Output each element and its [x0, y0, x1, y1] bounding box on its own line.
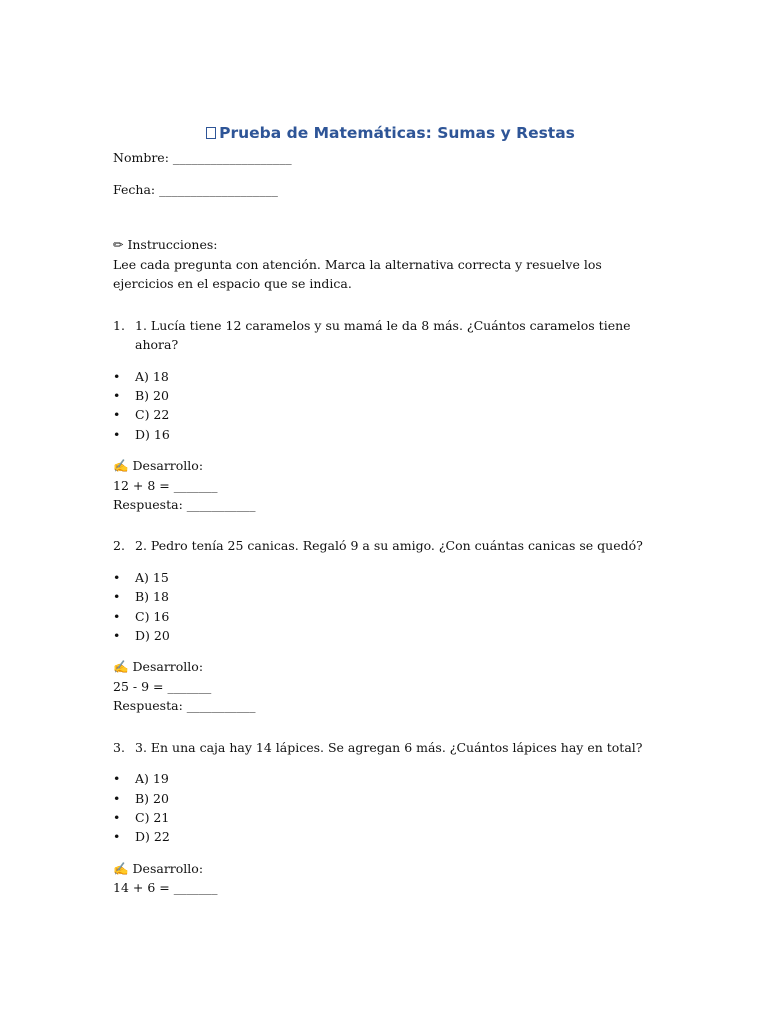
question-text: 3. En una caja hay 14 lápices. Se agregan 6 más. ¿Cuántos lápices hay en total? — [135, 739, 643, 755]
development-section — [113, 456, 658, 514]
option-label: C) 21 — [135, 810, 170, 825]
question-block-1 — [113, 316, 658, 515]
answer-line[interactable]: Respuesta: ___________ — [113, 698, 256, 714]
development-expression[interactable]: 12 + 8 = _______ — [113, 477, 218, 493]
question-block-3 — [113, 738, 658, 898]
document-title — [113, 124, 658, 142]
bullet-icon: • — [113, 771, 121, 787]
bullet-icon: • — [113, 387, 121, 403]
option-label: D) 20 — [135, 628, 170, 644]
bullet-icon: • — [113, 829, 121, 845]
option-item[interactable] — [113, 587, 658, 606]
options-list — [113, 367, 658, 445]
document-page — [113, 124, 658, 898]
missing-glyph-icon — [206, 127, 216, 139]
development-label: ✍ Desarrollo: — [113, 458, 204, 474]
option-item[interactable] — [113, 607, 658, 626]
development-section — [113, 859, 658, 898]
option-item[interactable] — [113, 769, 658, 788]
question-block-2 — [113, 536, 658, 715]
development-section — [113, 657, 658, 715]
bullet-icon: • — [113, 407, 121, 423]
question-text: 2. Pedro tenía 25 canicas. Regaló 9 a su amigo. ¿Con cuántas canicas se quedó? — [135, 538, 643, 554]
title-text: Prueba de Matemáticas: Sumas y Restas — [219, 124, 575, 142]
development-label: ✍ Desarrollo: — [113, 659, 204, 675]
bullet-icon: • — [113, 608, 121, 624]
instructions-heading: ✏ Instrucciones: — [113, 237, 218, 252]
option-item[interactable] — [113, 425, 658, 444]
question-number: 2. — [113, 538, 125, 554]
bullet-icon: • — [113, 628, 121, 644]
option-label: C) 22 — [135, 407, 170, 423]
bullet-icon: • — [113, 589, 121, 605]
bullet-icon: • — [113, 790, 121, 806]
option-label: B) 18 — [135, 589, 169, 605]
option-label: A) 18 — [135, 368, 169, 384]
development-label: ✍ Desarrollo: — [113, 860, 204, 876]
bullet-icon: • — [113, 569, 121, 585]
question-2 — [113, 536, 658, 556]
bullet-icon: • — [113, 368, 121, 384]
options-list — [113, 769, 658, 847]
answer-line[interactable]: Respuesta: ___________ — [113, 496, 256, 512]
option-item[interactable] — [113, 367, 658, 386]
option-label: C) 16 — [135, 608, 170, 624]
option-item[interactable] — [113, 789, 658, 808]
option-label: A) 15 — [135, 569, 169, 585]
development-expression[interactable]: 25 - 9 = _______ — [113, 678, 212, 694]
development-expression[interactable]: 14 + 6 = _______ — [113, 880, 218, 896]
option-item[interactable] — [113, 405, 658, 424]
fecha-field: Fecha: ___________________ — [113, 181, 278, 197]
nombre-field: Nombre: ___________________ — [113, 150, 292, 165]
question-number: 1. — [113, 317, 125, 333]
question-3 — [113, 738, 658, 758]
option-item[interactable] — [113, 626, 658, 645]
option-label: A) 19 — [135, 771, 169, 787]
option-item[interactable] — [113, 568, 658, 587]
option-label: D) 22 — [135, 829, 170, 845]
bullet-icon: • — [113, 810, 121, 825]
option-label: B) 20 — [135, 387, 169, 403]
question-text: 1. Lucía tiene 12 caramelos y su mamá le da 8 más. ¿Cuántos caramelos tiene ahora? — [135, 317, 631, 352]
question-number: 3. — [113, 739, 125, 755]
option-label: B) 20 — [135, 790, 169, 806]
instructions — [113, 235, 658, 294]
instructions-text: Lee cada pregunta con atención. Marca la alternativa correcta y resuelve los ejercicios en el espacio que se indica. — [113, 256, 602, 291]
question-1 — [113, 316, 658, 355]
options-list — [113, 568, 658, 646]
option-item[interactable] — [113, 386, 658, 405]
option-label: D) 16 — [135, 426, 170, 442]
option-item[interactable] — [113, 808, 658, 827]
bullet-icon: • — [113, 426, 121, 442]
option-item[interactable] — [113, 827, 658, 846]
